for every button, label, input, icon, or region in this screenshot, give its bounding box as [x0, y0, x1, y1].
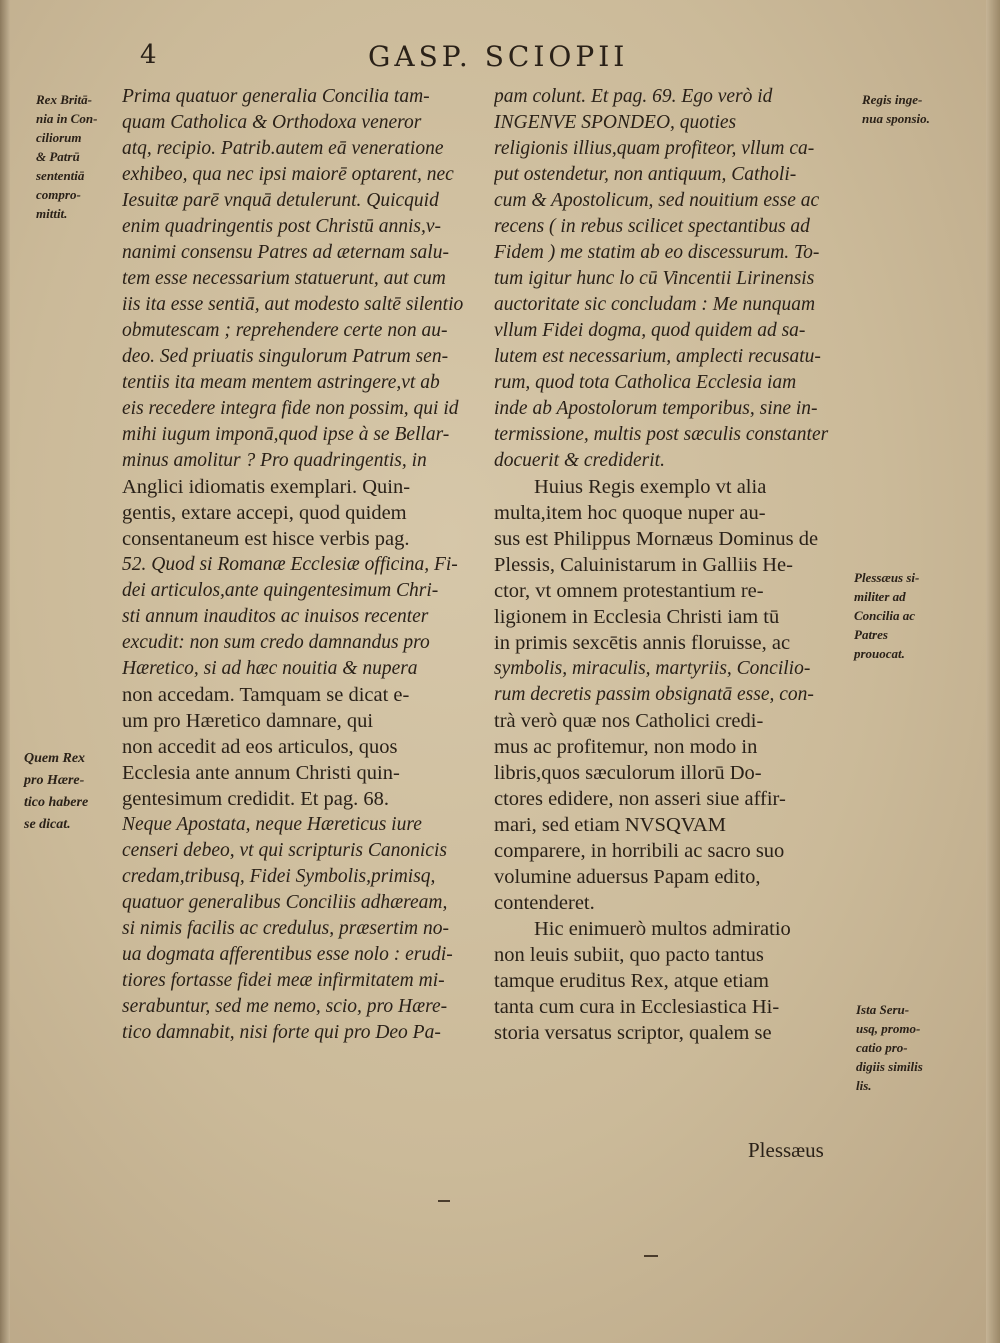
note-line: Patres — [854, 627, 888, 642]
note-line: Ista Seru- — [856, 1002, 910, 1017]
text-line: Neque Apostata, neque Hæreticus iure — [122, 814, 422, 835]
text-line: si nimis facilis ac credulus, præsertim no- — [122, 918, 449, 939]
note-line: tico habere — [24, 795, 89, 810]
text-line: tamque eruditus Rex, atque etiam — [494, 970, 769, 992]
text-line: eis recedere integra fide non possim, qui id — [122, 398, 459, 419]
text-line: vllum Fidei dogma, quod quidem ad sa- — [494, 320, 806, 341]
catchword: Plessæus — [748, 1138, 824, 1162]
text-line: ua dogmata afferentibus esse nolo : erudi- — [122, 944, 453, 965]
text-line: dei articulos,ante quingentesimum Chri- — [122, 580, 439, 601]
note-line: nia in Con- — [36, 111, 98, 126]
page-header — [0, 40, 1000, 80]
text-line: tentiis ita meam mentem astringere,vt ab — [122, 372, 440, 393]
text-line: enim quadringentis post Christū annis,v- — [122, 216, 442, 237]
text-line: credam,tribusq, Fidei Symbolis,primisq, — [122, 866, 436, 887]
note-line: nua sponsio. — [862, 111, 930, 126]
text-line: put ostendetur, non antiquum, Catholi- — [494, 164, 797, 185]
text-line: rum decretis passim obsignatā esse, con- — [494, 684, 814, 705]
text-line: multa,item hoc quoque nuper au- — [494, 502, 766, 524]
text-line: mari, sed etiam NVSQVAM — [494, 814, 726, 836]
text-line: non accedit ad eos articulos, quos — [122, 736, 398, 758]
text-line: volumine aduersus Papam edito, — [494, 866, 761, 888]
text-line: minus amolitur ? Pro quadringentis, in — [122, 450, 427, 471]
margin-note-ista — [856, 1000, 976, 1095]
note-line: militer ad — [854, 589, 906, 604]
page-edge-right — [986, 0, 1000, 1343]
text-line: comparere, in horribili ac sacro suo — [494, 840, 785, 862]
text-line: ctor, vt omnem protestantium re- — [494, 580, 764, 602]
text-line: tico damnabit, nisi forte qui pro Deo Pa- — [122, 1022, 441, 1043]
text-line: Hæretico, si ad hæc nouitia & nupera — [122, 658, 418, 679]
text-line: tum igitur hunc lo cū Vincentii Lirinensis — [494, 268, 815, 289]
text-line: exhibeo, qua nec ipsi maiorē optarent, nec — [122, 164, 454, 185]
ink-mark — [438, 1200, 450, 1202]
text-line: rum, quod tota Catholica Ecclesia iam — [494, 372, 797, 393]
note-line: lis. — [856, 1078, 872, 1093]
text-line: sti annum inauditos ac inuisos recenter — [122, 606, 429, 627]
text-line: Anglici idiomatis exemplari. Quin- — [122, 476, 411, 498]
text-line: Fidem ) me statim ab eo discessurum. To- — [494, 242, 820, 263]
text-line: mihi iugum imponā,quod ipse à se Bellar- — [122, 424, 450, 445]
text-line: docuerit & crediderit. — [494, 450, 665, 471]
note-line: catio pro- — [856, 1040, 908, 1055]
text-line: consentaneum est hisce verbis pag. — [122, 528, 410, 550]
note-line: Rex Britā- — [36, 92, 92, 107]
text-line: Hic enimuerò multos admiratio — [534, 918, 791, 940]
text-line: quam Catholica & Orthodoxa veneror — [122, 112, 422, 133]
note-line: ciliorum — [36, 130, 82, 145]
text-line: gentesimum credidit. Et pag. 68. — [122, 788, 390, 810]
note-line: Quem Rex — [24, 751, 86, 766]
text-line: inde ab Apostolorum temporibus, sine in- — [494, 398, 818, 419]
note-line: se dicat. — [24, 817, 71, 832]
text-line: INGENVE SPONDEO, quoties — [494, 112, 737, 133]
ink-mark — [644, 1255, 658, 1257]
text-line: non leuis subiit, quo pacto tantus — [494, 944, 764, 966]
note-line: mittit. — [36, 206, 68, 221]
page-number: 4 — [140, 40, 157, 70]
text-line: symbolis, miraculis, martyriis, Conciliо- — [494, 658, 811, 679]
text-line: pam colunt. Et pag. 69. Ego verò id — [494, 86, 773, 107]
margin-note-plessaeus — [854, 568, 974, 663]
text-line: cum & Apostolicum, sed nouitium esse ac — [494, 190, 820, 211]
text-line: tiores fortasse fidei meæ infirmitatem mi- — [122, 970, 445, 991]
text-line: serabuntur, sed me nemo, scio, pro Hære- — [122, 996, 448, 1017]
text-line: atq, recipio. Patrib.autem eā veneratione — [122, 138, 444, 159]
note-line: Regis inge- — [862, 92, 923, 107]
text-line: excudit: non sum credo damnandus pro — [122, 632, 430, 653]
note-line: prouocat. — [854, 646, 905, 661]
text-line: 52. Quod si Romanæ Ecclesiæ officina, Fi- — [122, 554, 458, 575]
text-line: nanimi consensu Patres ad æternam salu- — [122, 242, 449, 263]
text-line: quatuor generalibus Conciliis adhæream, — [122, 892, 448, 913]
text-line: contenderet. — [494, 892, 595, 914]
text-line: obmutescam ; reprehendere certe non au- — [122, 320, 448, 341]
text-line: censeri debeo, vt qui scripturis Canonicis — [122, 840, 447, 861]
text-line: tem esse necessarium statuerunt, aut cum — [122, 268, 446, 289]
text-line: religionis illius,quam profiteor, vllum ca- — [494, 138, 815, 159]
text-line: Plessis, Caluinistarum in Galliis He- — [494, 554, 793, 576]
text-line: in primis sexcētis annis floruisse, ac — [494, 632, 791, 654]
text-line: trà verò quæ nos Catholici credi- — [494, 710, 764, 732]
note-line: Plessæus si- — [854, 570, 920, 585]
text-line: ctores edidere, non asseri siue affir- — [494, 788, 786, 810]
text-line: non accedam. Tamquam se dicat e- — [122, 684, 410, 706]
text-line: Iesuitæ parē vnquā detulerunt. Quicquid — [122, 190, 439, 211]
note-line: compro- — [36, 187, 81, 202]
text-line: auctoritate sic concludam : Me nunquam — [494, 294, 816, 315]
note-line: usq, promo- — [856, 1021, 921, 1036]
note-line: pro Hære- — [24, 773, 85, 788]
note-line: & Patrū — [36, 149, 80, 164]
text-line: deo. Sed priuatis singulorum Patrum sen- — [122, 346, 449, 367]
margin-note-regis-sponsio — [862, 90, 972, 128]
text-line: recens ( in rebus scilicet spectantibus ad — [494, 216, 810, 237]
left-column — [122, 84, 490, 1046]
text-line: gentis, extare accepi, quod quidem — [122, 502, 407, 524]
text-line: Ecclesia ante annum Christi quin- — [122, 762, 400, 784]
page-edge-left — [0, 0, 10, 1343]
text-line: mus ac profitemur, non modo in — [494, 736, 758, 758]
note-line: digiis similis — [856, 1059, 923, 1074]
running-head: GASP. SCIOPII — [368, 40, 629, 73]
text-line: Huius Regis exemplo vt alia — [534, 476, 767, 498]
text-line: termissione, multis post sæculis constanter — [494, 424, 829, 445]
right-column — [494, 84, 856, 1046]
text-line: ligionem in Ecclesia Christi iam tū — [494, 606, 780, 628]
margin-note-rex-britannia — [36, 90, 120, 223]
note-line: Concilia ac — [854, 608, 916, 623]
text-line: lutem est necessarium, amplecti recusatu- — [494, 346, 821, 367]
text-line: um pro Hæretico damnare, qui — [122, 710, 374, 732]
text-line: storia versatus scriptor, qualem se — [494, 1022, 772, 1044]
text-line: Prima quatuor generalia Concilia tam- — [122, 86, 430, 107]
text-line: sus est Philippus Mornæus Dominus de — [494, 528, 819, 550]
margin-note-quem-rex — [24, 748, 120, 836]
text-line: libris,quos sæculorum illorū Do- — [494, 762, 762, 784]
text-line: iis ita esse sentiā, aut modesto saltē silentio — [122, 294, 464, 315]
text-line: tanta cum cura in Ecclesiastica Hi- — [494, 996, 780, 1018]
note-line: sententiā — [36, 168, 85, 183]
